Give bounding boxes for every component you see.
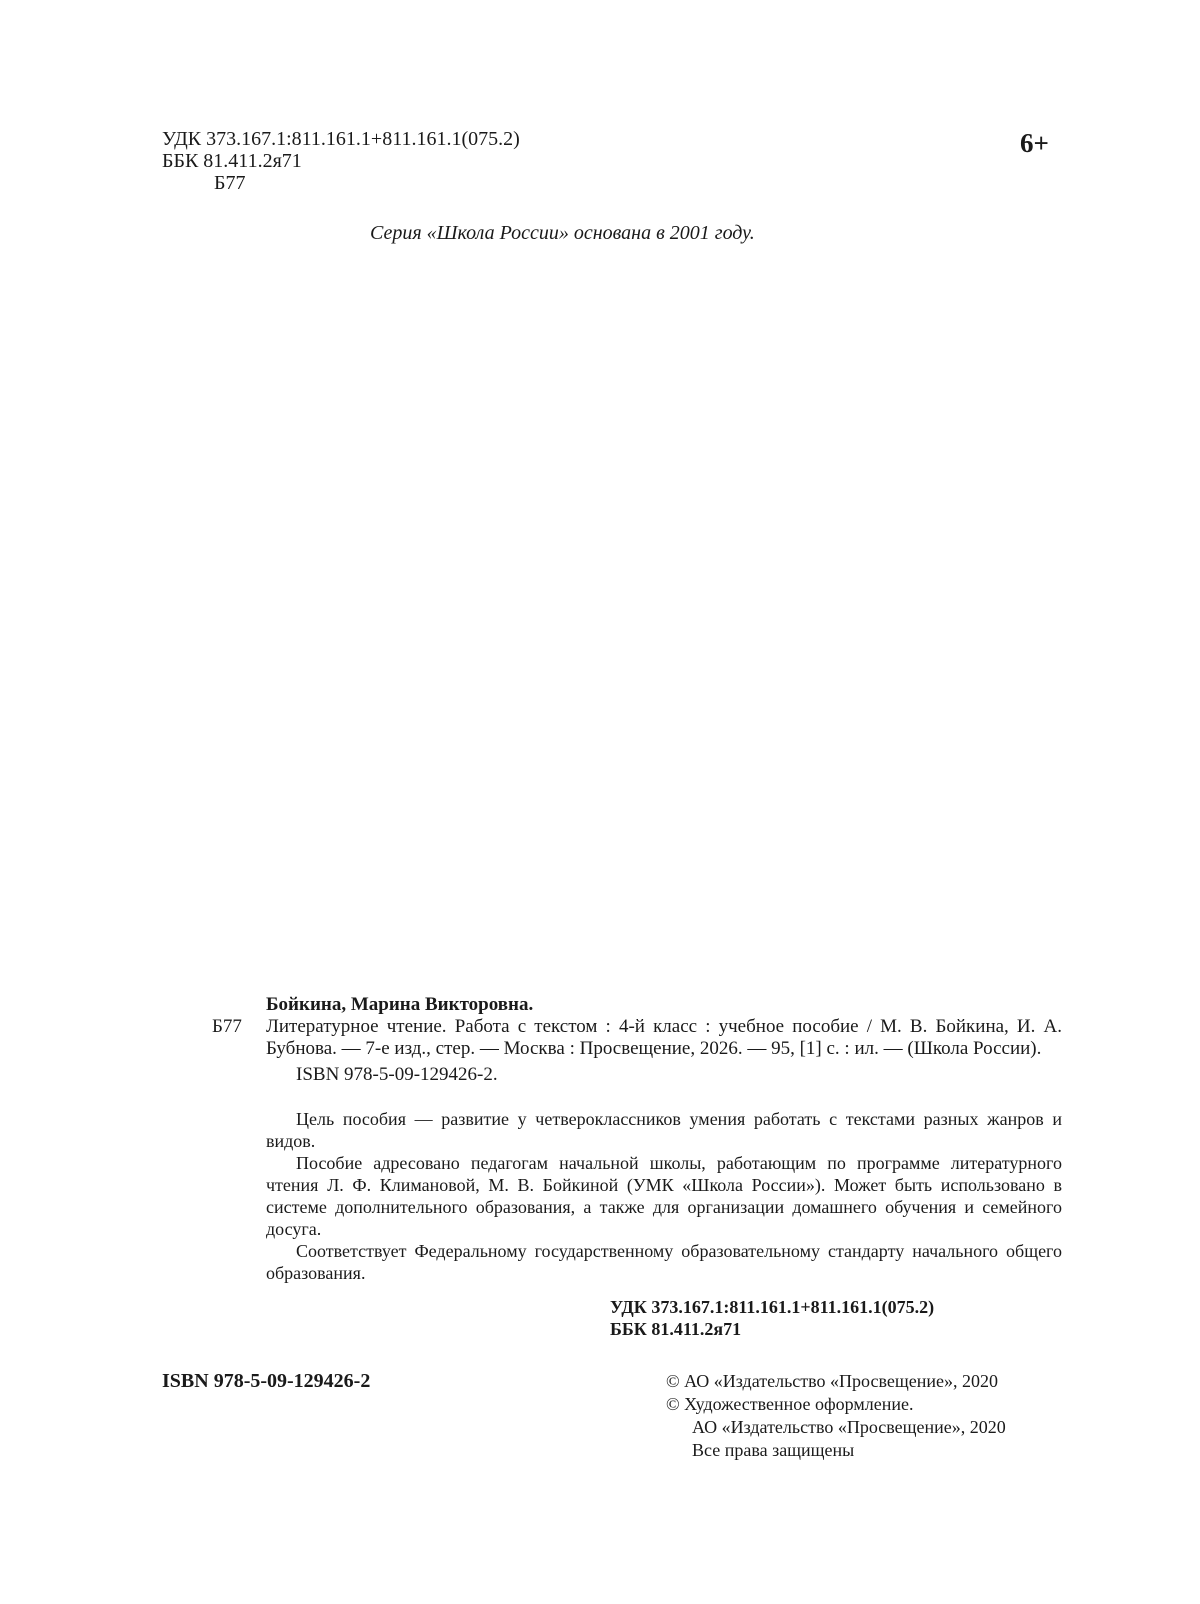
isbn-main: ISBN 978-5-09-129426-2	[162, 1370, 371, 1392]
copyright-line: © Художественное оформление.	[666, 1394, 914, 1414]
bib-description: Литературное чтение. Работа с текстом : 4-й класс : учебное пособие / М. В. Бойкина, И. А. Бубнова. — 7-е изд., стер. — Москва : Просвещение, 2026. — 95, [1] с. : ил. — (Школа России).	[266, 1016, 1062, 1059]
annotation-paragraph: Пособие адресовано педагогам начальной школы, работающим по программе литературного чтения Л. Ф. Климановой, М. В. Бойкиной (УМК «Школа России»). Может быть использовано в системе дополнительного образования, а также для организации домашнего обучения и семейного досуга.	[266, 1153, 1062, 1239]
copyright-line: © АО «Издательство «Просвещение», 2020	[666, 1371, 998, 1391]
annotation-paragraph: Цель пособия — развитие у четвероклассников умения работать с текстами разных жанров и видов.	[266, 1109, 1062, 1151]
annotation	[266, 1108, 1062, 1284]
udk-code-bottom: УДК 373.167.1:811.161.1+811.161.1(075.2)	[610, 1297, 935, 1317]
annotation-paragraph: Соответствует Федеральному государственному образовательному стандарту начального общего образования.	[266, 1241, 1062, 1283]
top-classification	[162, 128, 520, 194]
bbk-code: ББК 81.411.2я71	[162, 150, 302, 172]
author-mark: Б77	[214, 172, 246, 194]
copyright-block	[666, 1370, 1006, 1462]
copyright-line: АО «Издательство «Просвещение», 2020	[692, 1417, 1006, 1437]
bib-isbn: ISBN 978-5-09-129426-2.	[296, 1064, 498, 1085]
series-note: Серия «Школа России» основана в 2001 году.	[370, 222, 755, 244]
bib-row	[212, 1016, 1062, 1060]
bib-author: Бойкина, Марина Викторовна.	[266, 994, 534, 1015]
copyright-line: Все права защищены	[692, 1440, 855, 1460]
age-rating: 6+	[1020, 128, 1049, 158]
udk-code: УДК 373.167.1:811.161.1+811.161.1(075.2)	[162, 128, 520, 150]
bib-code: Б77	[212, 1016, 242, 1037]
bbk-code-bottom: ББК 81.411.2я71	[610, 1319, 742, 1339]
bibliographic-record	[212, 994, 1062, 1086]
bottom-classification	[610, 1296, 934, 1340]
